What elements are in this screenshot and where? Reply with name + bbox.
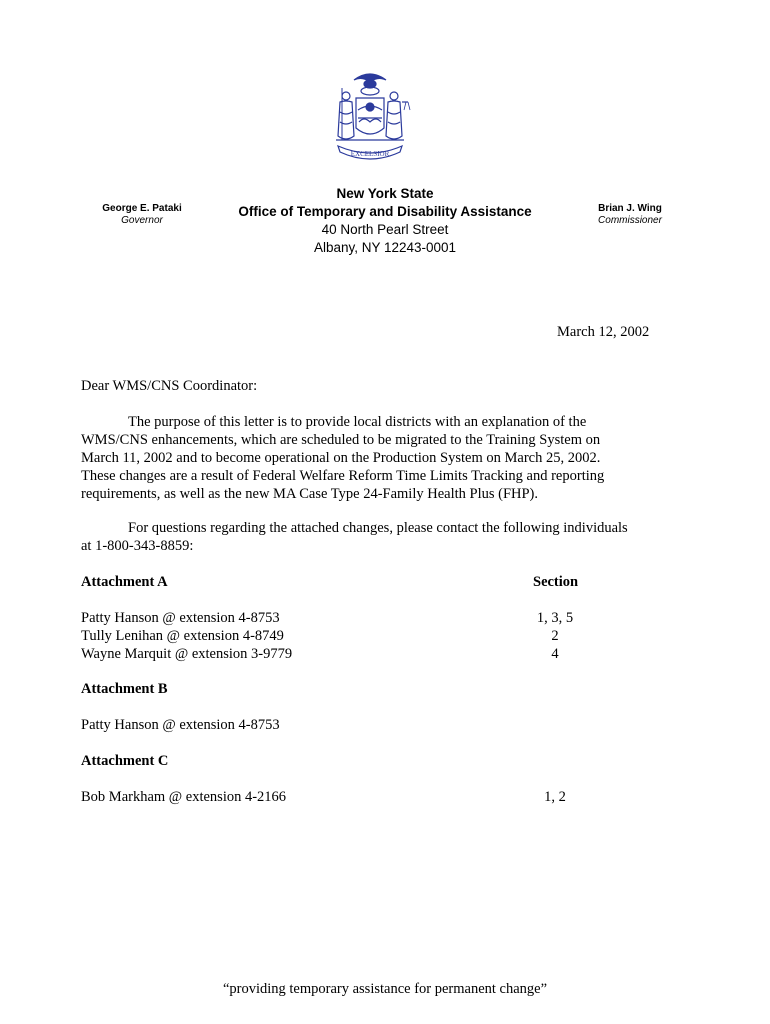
state-name: New York State xyxy=(336,186,434,201)
salutation: Dear WMS/CNS Coordinator: xyxy=(81,378,258,394)
governor-title: Governor xyxy=(121,215,163,226)
office-name: Office of Temporary and Disability Assistance xyxy=(238,204,532,219)
paragraph-line: The purpose of this letter is to provide local districts with an explanation of the xyxy=(128,414,587,430)
contact-section: 1, 2 xyxy=(544,789,566,805)
paragraph-1 xyxy=(81,413,681,503)
attachment-b-title: Attachment B xyxy=(81,681,168,697)
paragraph-line: requirements, as well as the new MA Case Type 24-Family Health Plus (FHP). xyxy=(81,486,539,502)
governor-name: George E. Pataki xyxy=(102,203,182,214)
commissioner-block xyxy=(570,203,690,227)
attachment-a-title: Attachment A xyxy=(81,574,168,590)
governor-block xyxy=(82,203,202,227)
contact-name: Tully Lenihan @ extension 4-8749 xyxy=(81,628,284,644)
paragraph-line: For questions regarding the attached changes, please contact the following individuals xyxy=(128,520,628,536)
contact-name: Bob Markham @ extension 4-2166 xyxy=(81,789,287,805)
paragraph-line: March 11, 2002 and to become operational on the Production System on March 25, 2002. xyxy=(81,450,601,466)
seal-motto: EXCELSIOR xyxy=(350,150,390,158)
letter-date: March 12, 2002 xyxy=(557,324,650,340)
contact-name: Patty Hanson @ extension 4-8753 xyxy=(81,717,280,733)
section-column-header: Section xyxy=(533,574,579,590)
contact-section: 1, 3, 5 xyxy=(536,610,574,626)
contact-section: 4 xyxy=(551,646,559,662)
state-seal-icon xyxy=(316,66,424,166)
agency-header xyxy=(210,185,560,257)
paragraph-2 xyxy=(81,519,681,555)
contact-name: Wayne Marquit @ extension 3-9779 xyxy=(81,646,293,662)
address-line2: Albany, NY 12243-0001 xyxy=(313,240,457,255)
address-line1: 40 North Pearl Street xyxy=(321,222,449,237)
commissioner-title: Commissioner xyxy=(598,215,662,226)
paragraph-line: at 1-800-343-8859: xyxy=(81,538,194,554)
commissioner-name: Brian J. Wing xyxy=(598,203,662,214)
paragraph-line: WMS/CNS enhancements, which are scheduled to be migrated to the Training System on xyxy=(81,432,601,448)
attachment-c-title: Attachment C xyxy=(81,753,169,769)
contact-section: 2 xyxy=(551,628,559,644)
contact-name: Patty Hanson @ extension 4-8753 xyxy=(81,610,280,626)
paragraph-line: These changes are a result of Federal Welfare Reform Time Limits Tracking and reporting xyxy=(81,468,605,484)
footer-tagline: “providing temporary assistance for permanent change” xyxy=(222,981,548,997)
